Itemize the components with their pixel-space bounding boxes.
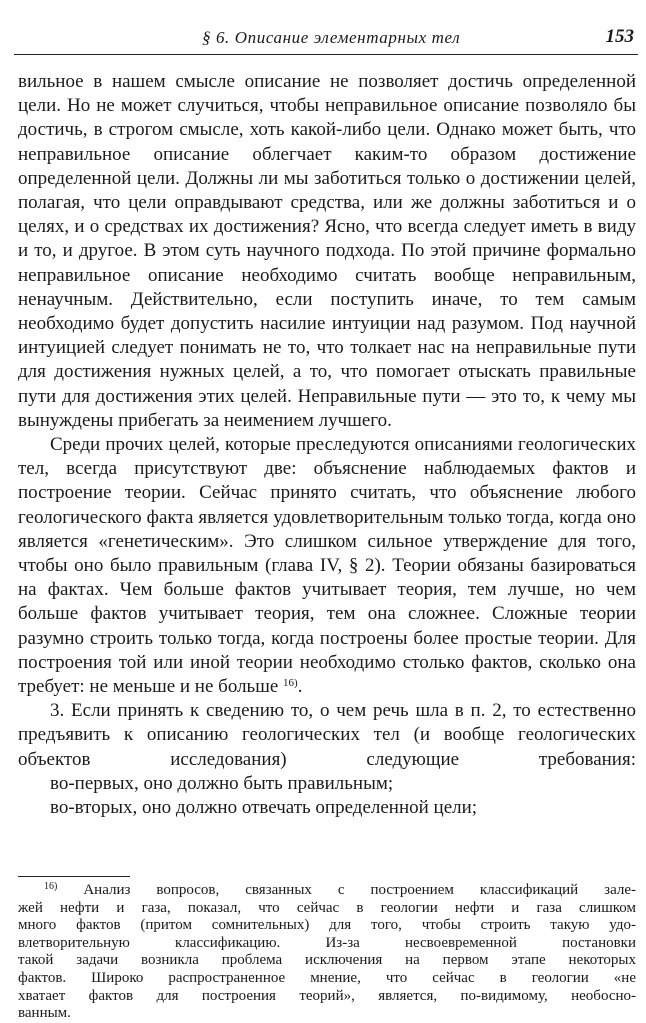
paragraph-2-text: Среди прочих целей, которые преследуются описаниями геологических тел, всегда присутствуют две: объяснение наблюдаемых фактов и построение теории. Сейчас принято считать, что объяснение любого геологического факта является удовлетворительным только тогда, когда оно является «генетическим». Это слишком сильное утверждение для того, чтобы оно было правильным (глава IV, § 2). Теории обязаны базироваться на фактах. Чем больше фактов учитывает теория, тем лучше, но чем больше фактов учитывает теория, тем она сложнее. Сложные теории разумно строить только тогда, когда построены более простые теории. Для построения той или иной теории необходимо столько фактов, сколько она требует: не меньше и не больше [18, 434, 636, 698]
requirement-1: во-первых, оно должно быть правильным; [50, 772, 394, 794]
footnote-line: хватает фактов для построения теорий», является, по-видимому, необосно- [18, 987, 636, 1004]
paragraph-2: Среди прочих целей, которые преследуются описаниями геологических тел, всегда присутствуют две: объяснение наблюдаемых фактов и построение теории. Сейчас принято считать, что объяснение любого геологического факта является удовлетворительным только тогда, когда оно является «генетическим». Это слишком сильное утверждение для того, чтобы оно было правильным (глава IV, § 2). Теории обязаны базироваться на фактах. Чем больше фактов учитывает теория, тем лучше, но чем больше фактов учитывает теория, тем она сложнее. Сложные теории разумно строить только тогда, когда построены более простые теории. Для построения той или иной теории необходимо столько фактов, сколько она требует: не меньше и не больше $^{16)}$. [18, 434, 636, 698]
footnote-line: жей нефти и газа, показал, что сейчас в геологии нефти и газа слишком [18, 899, 636, 916]
page-number: 153 [605, 26, 634, 47]
footnote-marker: 16) [44, 881, 58, 892]
requirement-2: во-вторых, оно должно отвечать определенной цели; [50, 797, 478, 819]
footnote-line: фактов. Широко распространенное мнение, что сейчас в геологии «не [18, 969, 636, 986]
footnote-line-text: Анализ вопросов, связанных с построением классификаций зале- [83, 882, 636, 898]
running-header [14, 20, 638, 55]
footnote-divider [18, 876, 130, 877]
paragraph-1: вильное в нашем смысле описание не позволяет достичь определенной цели. Но не может случиться, чтобы неправильное описание позволяло бы достичь, в строгом смысле, хоть какой-либо цели. Однако может быть, что неправильное описание облегчает каким-то образом достижение определенной цели. Должны ли мы заботиться только о достижении целей, полагая, что цели оправдывают средства, или же должны заботиться и о целях, и о средствах их достижения? Ясно, что всегда следует иметь в виду и то, и другое. В этом суть научного подхода. По этой причине формально неправильное описание необходимо считать вообще неправильным, ненаучным. Действительно, если поступить иначе, то тем самым необходимо будет допустить насилие интуиции над разумом. Под научной интуицией следует понимать не то, что толкает нас на неправильные пути для достижения нужных целей, а то, что помогает отыскать правильные пути для достижения этих целей. Неправильные пути — это то, к чему мы вынуждены прибегать за неимением лучшего. [18, 71, 636, 431]
footnote-line: такой задачи возникла проблема исключения на первом этапе некоторых [18, 952, 636, 969]
footnote-line [18, 882, 636, 900]
running-title: § 6. Описание элементарных тел [202, 28, 461, 47]
footnote [18, 882, 636, 1023]
footnote-line: ванным. [18, 1005, 71, 1022]
main-text [18, 70, 636, 820]
footnote-line: влетворительную классификацию. Из-за несвоевременной постановки [18, 934, 636, 951]
footnote-line: много фактов (притом сомнительных) для того, чтобы строить такую удо- [18, 917, 636, 934]
footnote-reference: 16) [283, 677, 298, 690]
paragraph-3: 3. Если принять к сведению то, о чем речь шла в п. 2, то естественно предъявить к описанию геологических тел (и вообще геологических объектов исследования) следующие требования: [18, 700, 636, 770]
